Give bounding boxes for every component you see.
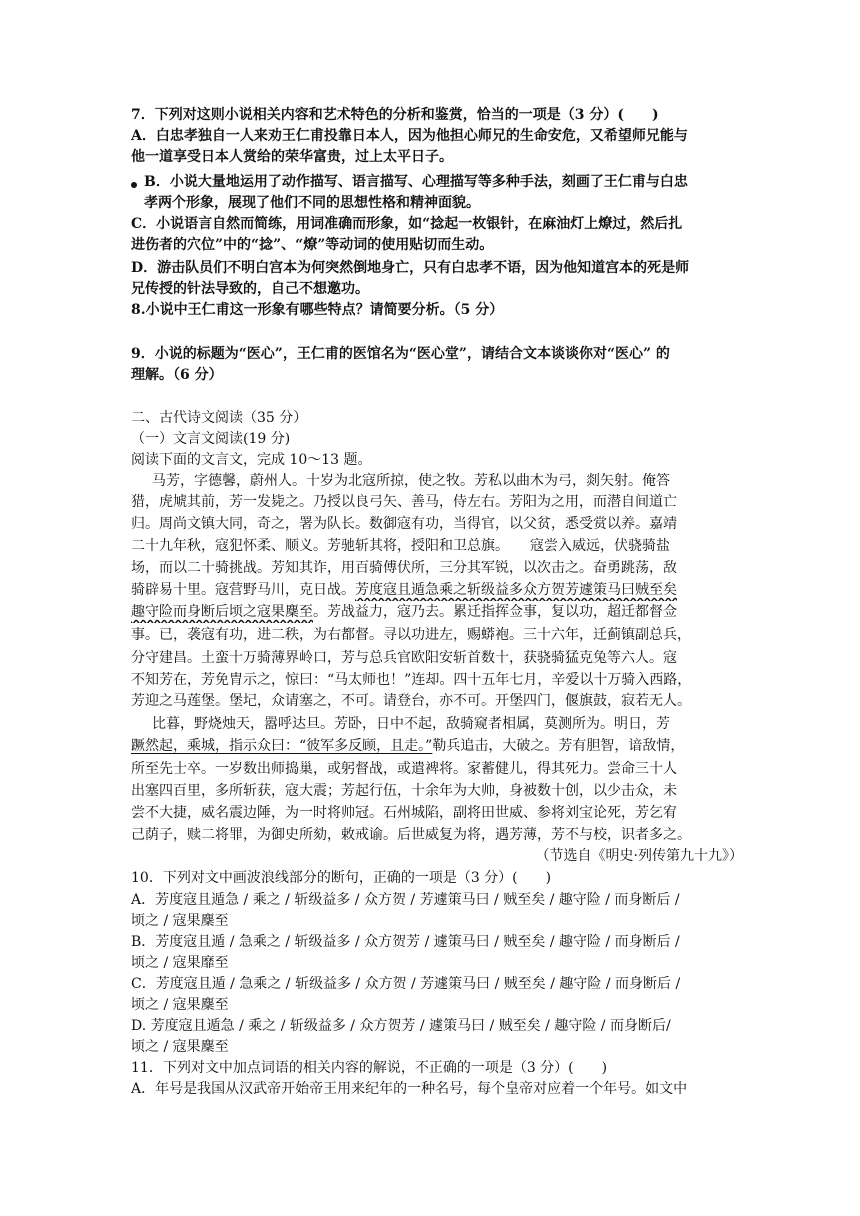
passage-line: 芳迎之马莲堡。堡圮，众请塞之，不可。请登台，亦不可。开堡四门，偃旗鼓，寂若无人。: [131, 693, 691, 709]
subsection-title: （一）文言文阅读(19 分): [131, 431, 291, 447]
passage-line-wavy: 趣守险而身断后顷之寇果麇至。芳战益力，寇乃去。累迁指挥佥事，复以功，超迁都督佥: [131, 604, 677, 620]
q7-option-d-line2: 兄传授的针法导致的，自己不想邀功。: [131, 281, 369, 297]
passage-line: 尝不大捷，威名震边陲，为一时将帅冠。石州城陷，副将田世威、参将刘宝论死，芳乞宥: [131, 805, 677, 821]
q10-option-b-line2: 顷之 / 寇果靡至: [131, 955, 229, 971]
q10-option-a-line2: 顷之 / 寇果麇至: [131, 913, 229, 929]
passage-line: 马芳，字德馨，蔚州人。十岁为北寇所掠，使之牧。芳私以曲木为弓，剡矢射。俺答: [152, 473, 670, 489]
q10-option-d-line2: 顷之 / 寇果麇至: [131, 1039, 229, 1055]
q8-stem: 8.小说中王仁甫这一形象有哪些特点？请简要分析。（5 分）: [131, 302, 504, 318]
q11-stem: 11．下列对文中加点词语的相关内容的解说，不正确的一项是（3 分）( ): [131, 1060, 608, 1076]
passage-line: 场，而以二十骑挑战。芳知其诈，用百骑傅伏所，三分其军锐，以次击之。奋勇跳荡，敌: [131, 560, 677, 576]
q7-stem: 7．下列对这则小说相关内容和艺术特色的分析和鉴赏，恰当的一项是（3 分）( ): [131, 107, 659, 123]
passage-line: 猎，虎虓其前，芳一发毙之。乃授以良弓矢、善马，侍左右。芳阳为之用，而潜自间道亡: [131, 494, 677, 510]
q10-option-c-line2: 顷之 / 寇果麇至: [131, 997, 229, 1013]
passage-source: （节选自《明史·列传第九十九》）: [535, 848, 743, 864]
q7-option-a-line2: 他一道享受日本人赏给的荣华富贵，过上太平日子。: [131, 149, 453, 165]
passage-line-wavy: 骑辟易十里。寇营野马川，克日战。芳度寇且遁急乘之斩级益多众方贺芳遽策马曰贼至矣: [131, 582, 677, 598]
q7-option-a-line1: A．白忠孝独自一人来劝王仁甫投靠日本人，因为他担心师兄的生命安危，又希望师兄能与: [131, 128, 688, 144]
passage-line: 己荫子，赎二将罪，为御史所劾，敕戒谕。后世威复为将，遇芳薄，芳不与校，识者多之。: [131, 827, 691, 843]
q7-option-c-line2: 进伤者的穴位”中的“捻”、“燎”等动词的使用贴切而生动。: [131, 237, 494, 253]
passage-line: 事。已，袭寇有功，进二秩，为右都督。寻以功进左，赐蟒袍。三十六年，迁蓟镇副总兵，: [131, 627, 691, 643]
passage-line: 比暮，野烧烛天，嚣呼达旦。芳卧，日中不起，敌骑窥者相属，莫测所为。明日，芳: [152, 716, 670, 732]
q7-option-b-line2: 孝两个形象，展现了他们不同的思想性格和精神面貌。: [144, 195, 480, 211]
q10-stem: 10．下列对文中画波浪线部分的断句，正确的一项是（3 分）( ): [131, 870, 552, 886]
passage-line: 二十九年秋，寇犯怀柔、顺义。芳驰斩其将，授阳和卫总旗。 寇尝入威远，伏骁骑盐: [131, 538, 670, 554]
q9-line2: 理解。（6 分）: [131, 367, 223, 383]
q7-option-d-line1: D．游击队员们不明白宫本为何突然倒地身亡，只有白忠孝不语，因为他知道宫本的死是师: [131, 260, 690, 276]
passage-line: 归。周尚文镇大同，奇之，署为队长。数御寇有功，当得官，以父贫，悉受赏以养。嘉靖: [131, 516, 677, 532]
q11-option-a-line1: A．年号是我国从汉武帝开始帝王用来纪年的一种名号，每个皇帝对应着一个年号。如文中: [131, 1081, 688, 1097]
passage-instruction: 阅读下面的文言文，完成 10～13 题。: [131, 452, 372, 468]
q10-option-a-line1: A．芳度寇且遁急 / 乘之 / 斩级益多 / 众方贺 / 芳遽策马曰 / 贼至矣 / 趣守险 / 而身断后 /: [131, 892, 680, 908]
q10-option-d-line1: D. 芳度寇且遁急 / 乘之 / 斩级益多 / 众方贺芳 / 遽策马曰 / 贼至矣 / 趣守险 / 而身断后/: [131, 1018, 671, 1034]
q7-option-c-line1: C．小说语言自然而简练，用词准确而形象，如“捻起一枚银针，在麻油灯上燎过，然后扎: [131, 216, 683, 232]
passage-line-underlined: 蹶然起，乘城，指示众曰：“彼军多反顾，且走。”勒兵追击，大破之。芳有胆智，谙敌情，: [131, 738, 685, 754]
q10-option-b-line1: B．芳度寇且遁 / 急乘之 / 斩级益多 / 众方贺芳 / 遽策马曰 / 贼至矣 / 趣守险 / 而身断后 /: [131, 934, 680, 950]
passage-line: 出塞四百里，多所斩获，寇大震；芳起行伍，十余年为大帅，身被数十创，以少击众，未: [131, 783, 677, 799]
passage-line: 不知芳在，芳免胄示之，惊曰：“马太师也！”连却。四十五年七月，辛爱以十万骑入西路，: [131, 672, 692, 688]
q7-option-b-line1: B．小说大量地运用了动作描写、语言描写、心理描写等多种手法，刻画了王仁甫与白忠: [144, 174, 688, 190]
passage-line: 分守建昌。土蛮十万骑薄界岭口，芳与总兵官欧阳安斩首数十，获骁骑猛克兔等六人。寇: [131, 650, 677, 666]
section-title: 二、古代诗文阅读（35 分）: [131, 410, 308, 426]
passage-line: 所至先士卒。一岁数出师捣巢，或躬督战，或遣裨将。家蓄健儿，得其死力。尝命三十人: [131, 761, 677, 777]
bullet-dot-icon: [131, 182, 137, 188]
q10-option-c-line1: C．芳度寇且遁 / 急乘之 / 斩级益多 / 众方贺 / 芳遽策马曰 / 贼至矣 / 趣守险 / 而身断后 /: [131, 976, 681, 992]
q9-line1: 9．小说的标题为“医心”，王仁甫的医馆名为“医心堂”，请结合文本谈谈你对“医心” 的: [131, 346, 670, 362]
